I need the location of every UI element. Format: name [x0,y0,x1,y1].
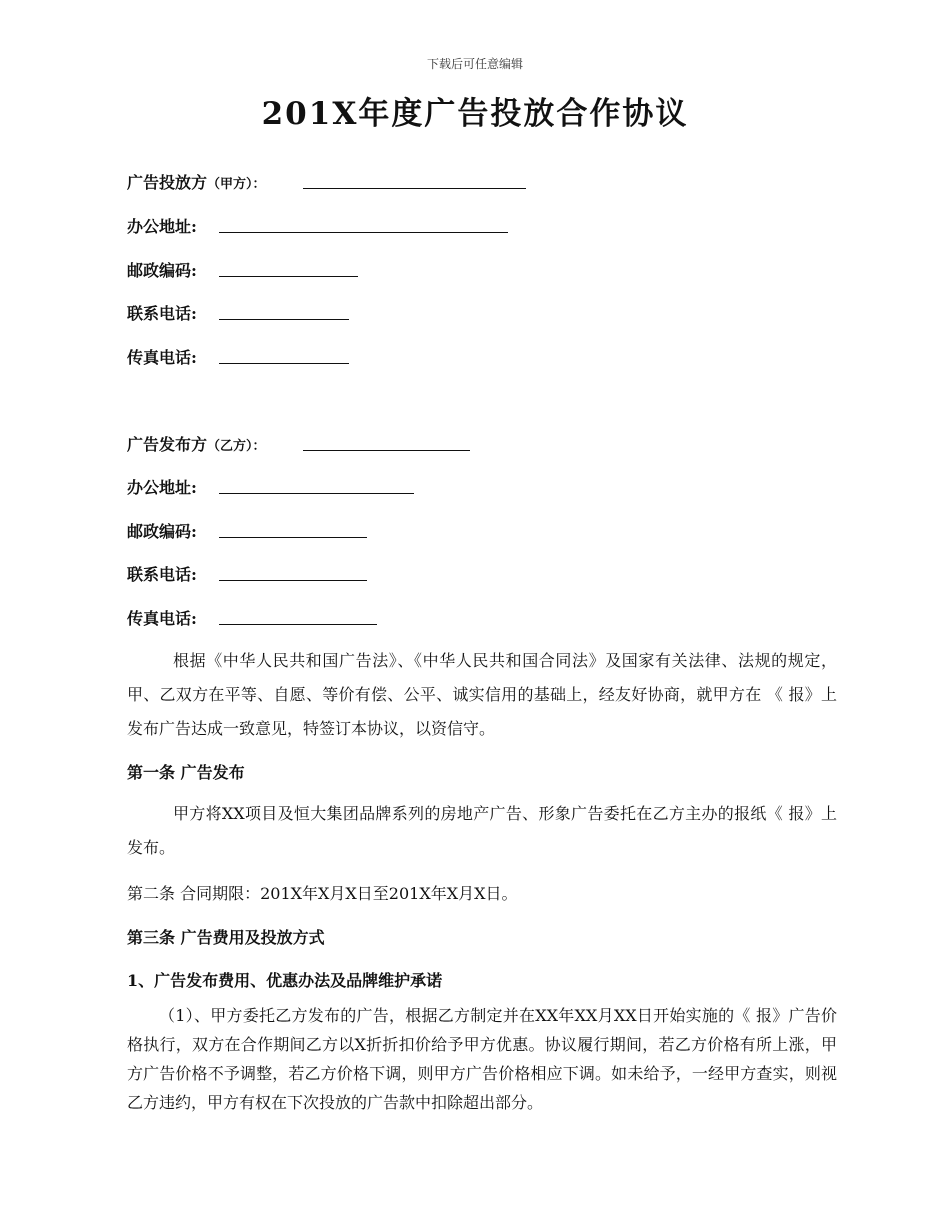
party-a-postcode-field[interactable] [219,260,358,277]
party-b-fax-field[interactable] [219,608,377,625]
party-b-postcode-field[interactable] [219,521,367,538]
article-3-item-1: （1）、甲方委托乙方发布的广告，根据乙方制定并在XX年XX月XX日开始实施的《 报》广告价格执行，双方在合作期间乙方以X折折扣价给予甲方优惠。协议履行期间，若乙方价格有所上涨，甲方广告价格不予调整，若乙方价格下调，则甲方广告价格相应下调。如未给予，一经甲方查实，则视乙方违约，甲方有权在下次投放的广告款中扣除超出部分。 [127,1006,837,1112]
article-3-sub-heading: 1、广告发布费用、优惠办法及品牌维护承诺 [127,971,443,990]
party-b-fax-label: 传真电话: [127,609,197,628]
party-b-postcode-label: 邮政编码: [127,522,197,541]
party-a-postcode-label: 邮政编码: [127,261,197,280]
party-a-fax-label: 传真电话: [127,348,197,367]
article-1-heading: 第一条 广告发布 [127,763,245,782]
party-b-name-suffix: （乙方）： [207,439,266,454]
party-b-phone-field[interactable] [219,564,367,581]
party-a-phone-label: 联系电话: [127,304,197,323]
party-a-phone-field[interactable] [219,303,349,320]
party-a-address-label: 办公地址: [127,217,197,236]
party-a-name-suffix: （甲方）： [207,177,266,192]
article-3-heading: 第三条 广告费用及投放方式 [127,928,325,947]
party-b-address-field[interactable] [219,477,414,494]
intro-paragraph: 根据《中华人民共和国广告法》、《中华人民共和国合同法》及国家有关法律、法规的规定，甲、乙双方在平等、自愿、等价有偿、公平、诚实信用的基础上，经友好协商，就甲方在 《 报》上发布广告达成一致意见，特签订本协议，以资信守。 [127,651,837,738]
party-a-name-field[interactable] [303,172,526,189]
article-2: 第二条 合同期限：201X年X月X日至201X年X月X日。 [127,884,518,903]
article-1-body: 甲方将XX项目及恒大集团品牌系列的房地产广告、形象广告委托在乙方主办的报纸《 报》上发布。 [127,804,837,857]
page-title: 201X年度广告投放合作协议 [261,96,689,132]
party-a-name-text: 广告投放方 [127,173,208,192]
party-a-address-field[interactable] [219,216,508,233]
party-b-name-field[interactable] [303,434,470,451]
party-b-name-label [127,432,266,455]
party-b-phone-label: 联系电话: [127,565,197,584]
party-b-address-label: 办公地址: [127,478,197,497]
party-a-name-label [127,170,266,193]
header-note: 下载后可任意编辑 [426,57,523,71]
party-a-fax-field[interactable] [219,347,349,364]
party-b-name-text: 广告发布方 [127,435,208,454]
